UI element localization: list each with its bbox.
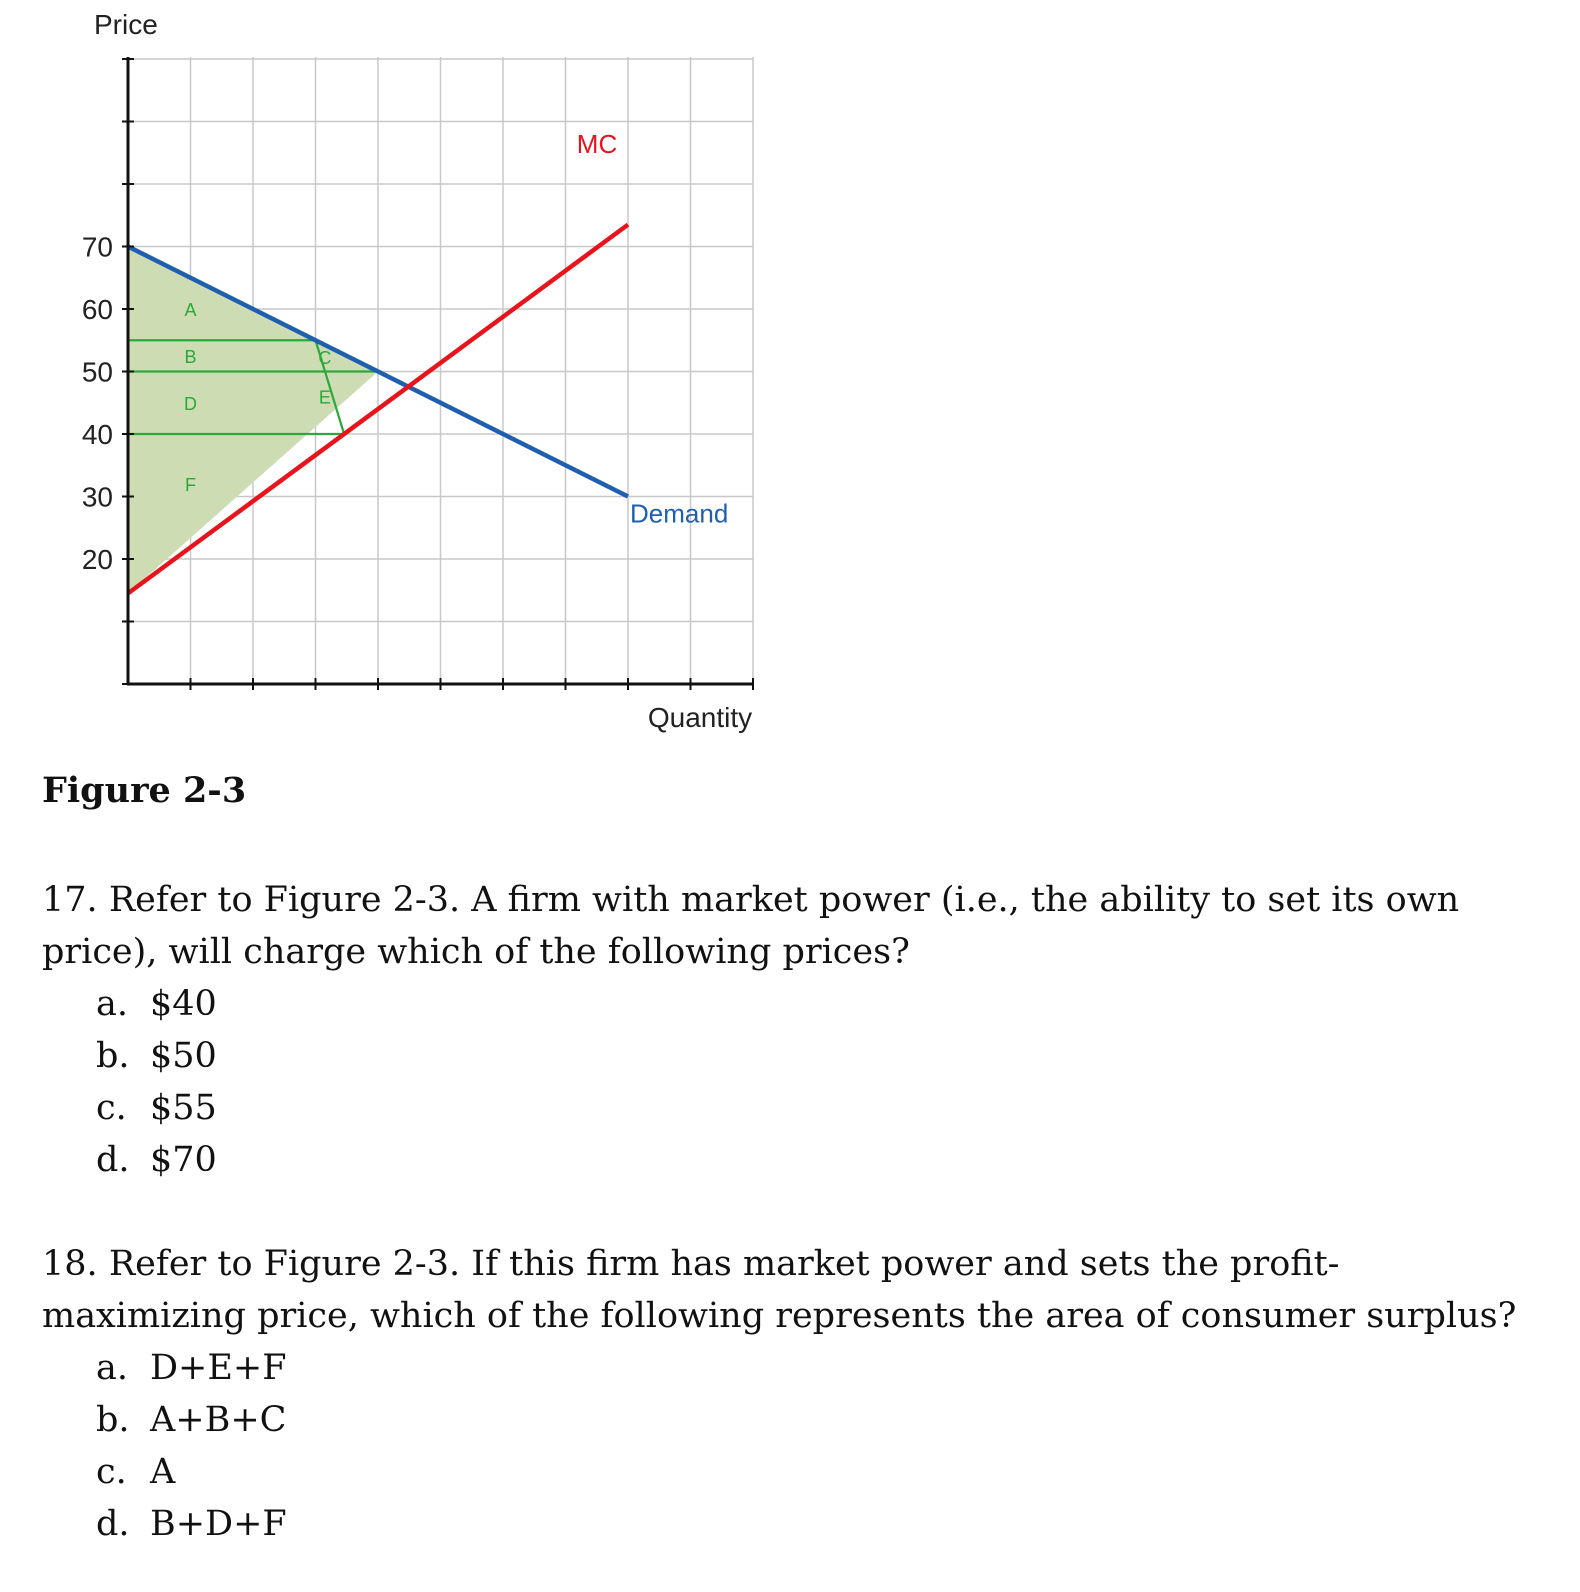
y-tick-label: 70	[81, 231, 113, 263]
region-label-d: D	[184, 393, 197, 414]
question-17-options	[42, 978, 1522, 1186]
option-text: $70	[150, 1140, 217, 1180]
question-17-option-a	[42, 978, 1522, 1030]
question-18-options	[42, 1342, 1522, 1550]
question-17-number: 17.	[42, 880, 98, 920]
demand-label: Demand	[630, 498, 729, 529]
question-18-stem	[42, 1238, 1522, 1342]
option-text: $40	[150, 984, 217, 1024]
option-letter: a.	[96, 1348, 128, 1388]
option-text: A	[150, 1452, 176, 1492]
x-axis-label: Quantity	[647, 702, 753, 733]
region-label-f: F	[185, 475, 196, 495]
y-tick-label: 40	[81, 419, 113, 450]
question-17-option-c	[42, 1082, 1522, 1134]
option-letter: c.	[96, 1452, 127, 1492]
question-18-option-c	[42, 1446, 1522, 1498]
option-text: $50	[150, 1036, 217, 1076]
region-label-a: A	[184, 300, 197, 320]
region-label-b: B	[184, 346, 197, 367]
question-17-stem	[42, 874, 1522, 978]
option-text: A+B+C	[150, 1400, 287, 1440]
region-label-c: C	[318, 348, 332, 369]
question-18-option-b	[42, 1394, 1522, 1446]
question-17-option-b	[42, 1030, 1522, 1082]
y-tick-label: 20	[81, 544, 113, 575]
region-label-e: E	[318, 387, 331, 408]
option-letter: a.	[96, 984, 128, 1024]
question-18-number: 18.	[42, 1244, 98, 1284]
y-tick-label: 30	[81, 481, 113, 513]
mc-label: MC	[576, 129, 618, 159]
question-17-text: Refer to Figure 2-3. A firm with market power (i.e., the ability to set its own price), will charge which of the following prices?	[42, 880, 1460, 972]
question-17	[42, 874, 1522, 1186]
question-18	[42, 1238, 1522, 1550]
option-letter: b.	[96, 1400, 130, 1440]
y-tick-labels	[82, 232, 113, 576]
option-letter: c.	[96, 1088, 127, 1128]
figure-title: Figure 2-3	[42, 770, 247, 811]
y-tick-label: 60	[81, 294, 113, 325]
y-tick-label: 50	[81, 356, 113, 388]
option-text: B+D+F	[150, 1504, 287, 1544]
option-letter: d.	[96, 1504, 130, 1544]
question-18-text: Refer to Figure 2-3. If this firm has market power and sets the profit-maximizing price, which of the following represents the area of consumer surplus?	[42, 1244, 1517, 1336]
question-17-option-d	[42, 1134, 1522, 1186]
option-letter: d.	[96, 1140, 130, 1180]
y-axis-label: Price	[94, 9, 158, 40]
option-text: D+E+F	[150, 1348, 287, 1388]
question-18-option-d	[42, 1498, 1522, 1550]
option-text: $55	[150, 1088, 217, 1128]
question-18-option-a	[42, 1342, 1522, 1394]
price-quantity-chart	[0, 0, 800, 750]
option-letter: b.	[96, 1036, 130, 1076]
